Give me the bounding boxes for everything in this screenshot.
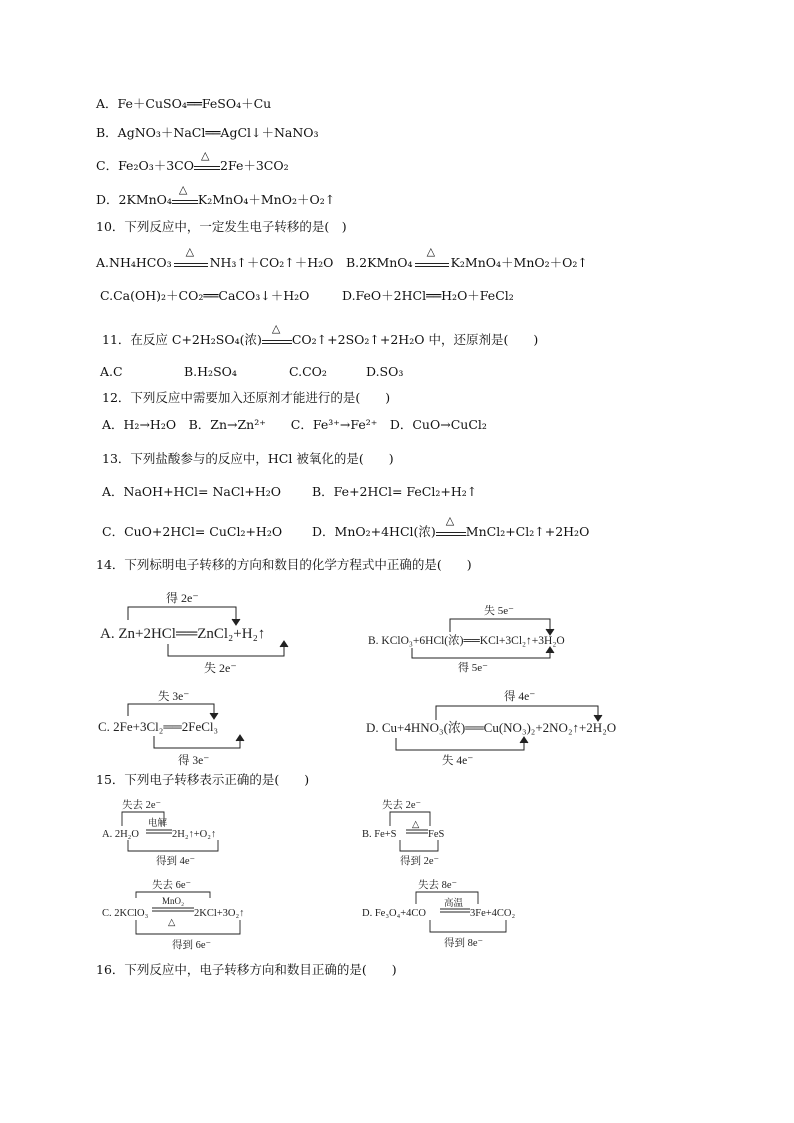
q15-d-equation-left: D. Fe₃O₄+4CO [362, 908, 426, 919]
q14-a-bottom-bracket [168, 642, 284, 656]
heat-symbol: △ [426, 245, 436, 258]
q15-b-top-bracket [390, 812, 430, 826]
q11-stem-left: 11．在反应 C+2H₂SO₄(浓) [102, 332, 262, 347]
q14-d-gain-label: 得 4e⁻ [504, 691, 536, 703]
q11-stem [102, 322, 539, 348]
heat-symbol: △ [185, 245, 195, 258]
q9-option-a: A．Fe＋CuSO₄══FeSO₄＋Cu [96, 96, 272, 111]
q15-d-bottom-bracket [430, 920, 506, 932]
q14-b-bottom-arrowhead [546, 647, 554, 653]
q14-c-equation: C. 2Fe+3Cl₂══2FeCl₃ [98, 719, 219, 734]
q16-stem: 16．下列反应中，电子转移方向和数目正确的是( ) [96, 962, 397, 977]
q14-c-bottom-bracket [154, 736, 240, 748]
q14-option-b-diagram [366, 600, 636, 676]
q14-a-top-bracket [128, 607, 236, 624]
q10-option-d: D.FeO＋2HCl══H₂O＋FeCl₂ [342, 288, 514, 303]
heat-symbol: △ [412, 820, 420, 830]
q15-c-gain-label: 得到 6e⁻ [172, 940, 212, 951]
q10-option-b [346, 245, 588, 271]
q13-stem: 13．下列盐酸参与的反应中，HCl 被氧化的是( ) [102, 451, 394, 466]
q10-option-b-reactant: B.2KMnO₄ [346, 255, 413, 270]
q9-option-c-products: 2Fe＋3CO₂ [220, 158, 289, 173]
q10-option-a-reactant: A.NH₄HCO₃ [96, 255, 172, 270]
q9-option-d-products: K₂MnO₄＋MnO₂＋O₂↑ [197, 192, 336, 207]
q9-option-c-reactants: C．Fe₂O₃＋3CO [96, 158, 194, 173]
q14-b-gain-label: 得 5e⁻ [458, 662, 488, 674]
q15-a-loss-label: 失去 2e⁻ [122, 800, 162, 811]
q13-option-c: C．CuO+2HCl= CuCl₂+H₂O [102, 524, 283, 539]
q15-c-equation-right: 2KCl+3O₂↑ [194, 908, 245, 919]
q9-option-d [96, 183, 336, 208]
q14-d-bottom-bracket [396, 738, 524, 750]
q10-option-c: C.Ca(OH)₂＋CO₂══CaCO₃↓＋H₂O [100, 288, 310, 303]
q14-d-top-bracket [436, 706, 598, 720]
heat-condition-arrow [194, 149, 220, 170]
q15-d-equal-sign [440, 909, 470, 912]
q9-option-c [96, 149, 289, 174]
q15-a-bottom-bracket [128, 840, 218, 851]
q14-c-bottom-arrowhead [236, 735, 244, 741]
q13-option-d [312, 514, 590, 540]
q10-option-b-products: K₂MnO₄＋MnO₂＋O₂↑ [450, 255, 588, 270]
heat-condition-arrow [262, 322, 292, 344]
q10-option-a [96, 245, 334, 271]
q15-b-equal-sign [406, 830, 428, 833]
heat-condition-arrow [172, 183, 198, 204]
q15-b-bottom-bracket [400, 840, 438, 851]
q14-d-loss-label: 失 4e⁻ [442, 755, 474, 767]
q15-a-gain-label: 得到 4e⁻ [156, 856, 196, 867]
q14-a-equation: A. Zn+2HCl══ZnCl₂+H₂↑ [100, 626, 266, 642]
heat-condition-arrow [174, 245, 208, 267]
q14-d-bottom-arrowhead [520, 737, 528, 743]
q12-stem: 12．下列反应中需要加入还原剂才能进行的是( ) [102, 390, 391, 405]
q9-option-d-reactants: D．2KMnO₄ [96, 192, 172, 207]
q14-option-c-diagram [96, 686, 276, 768]
q15-b-equation-right: FeS [428, 829, 445, 840]
mno2-condition: MnO₂ [162, 896, 185, 906]
q14-c-loss-label: 失 3e⁻ [158, 691, 190, 703]
q15-a-equation-right: 2H₂↑+O₂↑ [172, 829, 217, 840]
q14-b-equation: B. KClO₃+6HCl(浓)══KCl+3Cl₂↑+3H₂O [368, 635, 565, 647]
q15-option-c-diagram [100, 876, 300, 954]
heat-symbol: △ [445, 514, 455, 527]
q15-c-loss-label: 失去 6e⁻ [152, 880, 192, 891]
high-temp-condition: 高温 [444, 899, 464, 909]
q11-stem-right: CO₂↑+2SO₂↑+2H₂O 中，还原剂是( ) [291, 332, 539, 347]
q15-a-equal-sign [146, 830, 172, 833]
heat-condition-arrow [436, 514, 466, 536]
electrolysis-condition: 电解 [148, 819, 168, 829]
q15-c-equation-left: C. 2KClO₃ [102, 908, 149, 919]
q14-b-top-bracket [450, 619, 550, 634]
q15-d-loss-label: 失去 8e⁻ [418, 880, 458, 891]
q11-option-a: A.C [100, 364, 123, 379]
q14-c-gain-label: 得 3e⁻ [178, 755, 210, 767]
q14-a-top-arrowhead [232, 619, 240, 625]
q14-a-loss-label: 失 2e⁻ [204, 661, 237, 675]
heat-condition-arrow [415, 245, 449, 267]
q14-a-gain-label: 得 2e⁻ [166, 591, 199, 605]
heat-symbol: △ [178, 183, 188, 196]
q14-option-a-diagram [96, 586, 336, 682]
q15-b-loss-label: 失去 2e⁻ [382, 800, 422, 811]
q13-option-d-reactants: D．MnO₂+4HCl(浓) [312, 524, 436, 539]
q15-b-equation-left: B. Fe+S [362, 829, 397, 840]
q15-c-bottom-bracket [136, 920, 240, 934]
heat-symbol: △ [168, 918, 176, 928]
q15-stem: 15．下列电子转移表示正确的是( ) [96, 772, 310, 787]
q14-b-bottom-bracket [412, 648, 550, 658]
q14-option-d-diagram [366, 686, 696, 768]
q14-stem: 14．下列标明电子转移的方向和数目的化学方程式中正确的是( ) [96, 557, 472, 572]
q13-option-a: A．NaOH+HCl= NaCl+H₂O [102, 484, 282, 499]
q15-c-equal-sign [152, 908, 194, 911]
q10-stem: 10．下列反应中，一定发生电子转移的是( ) [96, 219, 347, 234]
q15-d-gain-label: 得到 8e⁻ [444, 938, 484, 949]
q12-options: A．H₂→H₂O B．Zn→Zn²⁺ C．Fe³⁺→Fe²⁺ D．CuO→CuCl₂ [102, 417, 487, 432]
q11-option-d: D.SO₃ [366, 364, 404, 379]
q15-option-d-diagram [360, 876, 560, 954]
q14-d-equation: D. Cu+4HNO₃(浓)══Cu(NO₃)₂+2NO₂↑+2H₂O [366, 720, 617, 735]
q14-b-loss-label: 失 5e⁻ [484, 605, 514, 617]
heat-symbol: △ [271, 322, 281, 335]
q11-option-b: B.H₂SO₄ [184, 364, 237, 379]
q15-d-equation-right: 3Fe+4CO₂ [470, 908, 516, 919]
q11-option-c: C.CO₂ [289, 364, 327, 379]
q14-a-bottom-arrowhead [280, 641, 288, 647]
q15-option-b-diagram [360, 796, 520, 870]
q15-option-a-diagram [100, 796, 290, 870]
heat-symbol: △ [201, 149, 210, 162]
q14-c-top-bracket [128, 704, 214, 718]
q13-option-d-products: MnCl₂+Cl₂↑+2H₂O [465, 524, 590, 539]
q10-option-a-products: NH₃↑＋CO₂↑＋H₂O [209, 255, 334, 270]
q15-b-gain-label: 得到 2e⁻ [400, 856, 440, 867]
q13-option-b: B．Fe+2HCl= FeCl₂+H₂↑ [312, 484, 478, 499]
q15-a-equation-left: A. 2H₂O [102, 829, 139, 840]
q9-option-b: B．AgNO₃＋NaCl══AgCl↓＋NaNO₃ [96, 125, 319, 140]
